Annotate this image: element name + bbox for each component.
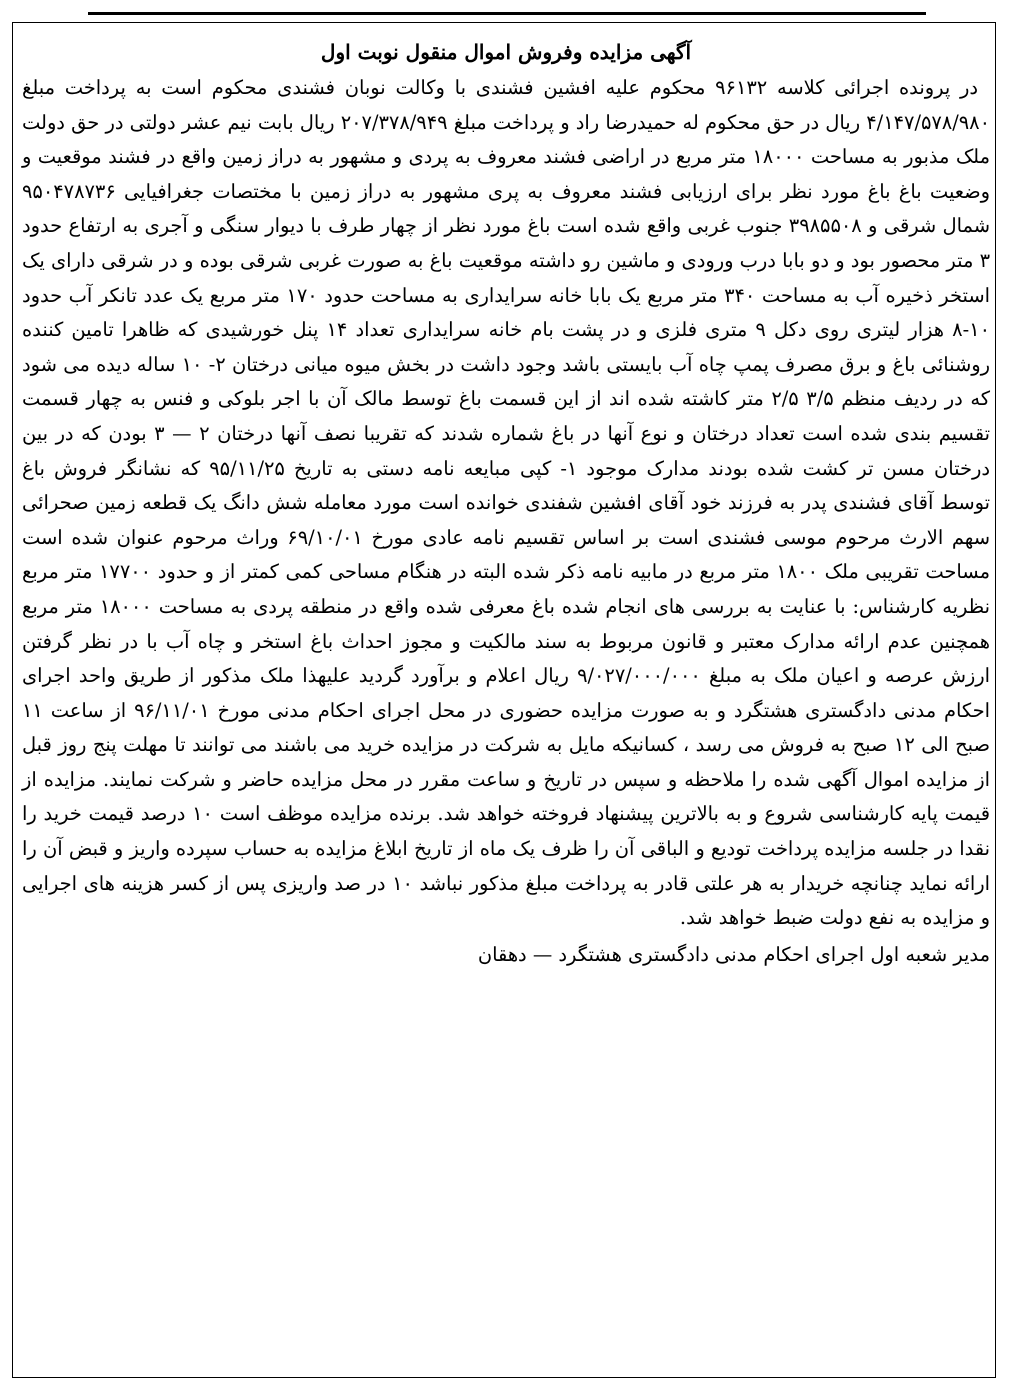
notice-body: در پرونده اجرائی کلاسه ۹۶۱۳۲ محکوم علیه افشین فشندی با وکالت نوبان فشندی محکوم است به پرداخت مبلغ ۴/۱۴۷/۵۷۸/۹۸۰ ریال در حق محکوم له حمیدرضا راد و پرداخت مبلغ ۲۰۷/۳۷۸/۹۴۹ ریال بابت نیم عشر دولتی در حق دولت ملک مذبور به مساحت ۱۸۰۰۰ متر مربع در اراضی فشند معروف به پردی و مشهور به دراز زمین واقع در فشند موقعیت و وضعیت باغ باغ مورد نظر برای ارزیابی فشند معروف به پری مشهور به دراز زمین با مختصات جغرافیایی ۹۵۰۴۷۸۷۳۶ شمال شرقی و ۳۹۸۵۵۰۸ جنوب غربی واقع شده است باغ مورد نظر از چهار طرف با دیوار سنگی و آجری به ارتفاع حدود ۳ متر محصور بود و دو بابا درب ورودی و ماشین رو داشته موقعیت باغ به صورت غربی شرقی بوده و در شرقی دارای یک استخر ذخیره آب به مساحت ۳۴۰ متر مربع یک بابا خانه سرایداری به مساحت حدود ۱۷۰ متر مربع یک عدد تانکر آب حدود ۱۰-۸ هزار لیتری روی دکل ۹ متری فلزی و در پشت بام خانه سرایداری تعداد ۱۴ پنل خورشیدی که ظاهرا تامین کننده روشنائی باغ و برق مصرف پمپ چاه آب بایستی باشد وجود داشت در بخش میوه میانی درختان ۲- ۱۰ ساله دیده می شود که در ردیف منظم ۳/۵ ۲/۵ متر کاشته شده اند از این قسمت باغ توسط مالک آن با اجر بلوکی و فنس به چهار قسمت تقسیم بندی شده است تعداد درختان و نوع آنها در باغ شماره شدند که تقریبا نصف آنها درختان ۲ — ۳ بودن که در بین درختان مسن تر کشت شده بودند مدارک موجود ۱- کپی مبایعه نامه دستی به تاریخ ۹۵/۱۱/۲۵ که نشانگر فروش باغ توسط آقای فشندی پدر به فرزند خود آقای افشین شفندی خوانده است مورد معامله شش دانگ یک قطعه زمین صحرائی سهم الارث مرحوم موسی فشندی است بر اساس تقسیم نامه عادی مورخ ۶۹/۱۰/۰۱ وراث مرحوم عنوان شده است مساحت تقریبی ملک ۱۸۰۰ متر مربع در مابیه نامه ذکر شده البته در هنگام مساحی کمی کمتر از و حدود ۱۷۷۰۰ متر مربع نظریه کارشناس: با عنایت به بررسی های انجام شده باغ معرفی شده واقع در منطقه پردی به مساحت ۱۸۰۰۰ متر مربع همچنین عدم ارائه مدارک معتبر و قانون مربوط به سند مالکیت و مجوز احداث باغ استخر و چاه آب با در نظر گرفتن ارزش عرصه و اعیان ملک به مبلغ ۹/۰۲۷/۰۰۰/۰۰۰ ریال اعلام و برآورد گردید علیهذا ملک مذکور از طریق واحد اجرای احکام مدنی دادگستری هشتگرد و به صورت مزایده حضوری در محل اجرای احکام مدنی مورخ ۹۶/۱۱/۰۱ از ساعت ۱۱ صبح الی ۱۲ صبح به فروش می رسد ، کسانیکه مایل به شرکت در مزایده خرید می باشند می توانند تا مهلت پنج روز قبل از مزایده اموال آگهی شده را ملاحظه و سپس در تاریخ و ساعت مقرر در محل مزایده حاضر و شرکت نمایند. مزایده از قیمت پایه کارشناسی شروع و به بالاترین پیشنهاد فروخته خواهد شد. برنده مزایده موظف است ۱۰ درصد قیمت خرید را نقدا در جلسه مزایده پرداخت تودیع و الباقی آن را ظرف یک ماه از تاریخ ابلاغ مزایده به حساب سپرده واریز و قبض آن را ارائه نماید چنانچه خریدار به هر علتی قادر به پرداخت مبلغ مذکور نباشد ۱۰ در صد واریزی پس از کسر هزینه های اجرایی و مزایده به نفع دولت ضبط خواهد شد.	[22, 76, 991, 930]
top-rule	[88, 12, 926, 15]
notice-content	[22, 34, 990, 972]
notice-title: آگهی مزایده وفروش اموال منقول نوبت اول	[320, 40, 692, 64]
notice-signature: مدیر شعبه اول اجرای احکام مدنی دادگستری هشتگرد — دهقان	[477, 942, 990, 966]
